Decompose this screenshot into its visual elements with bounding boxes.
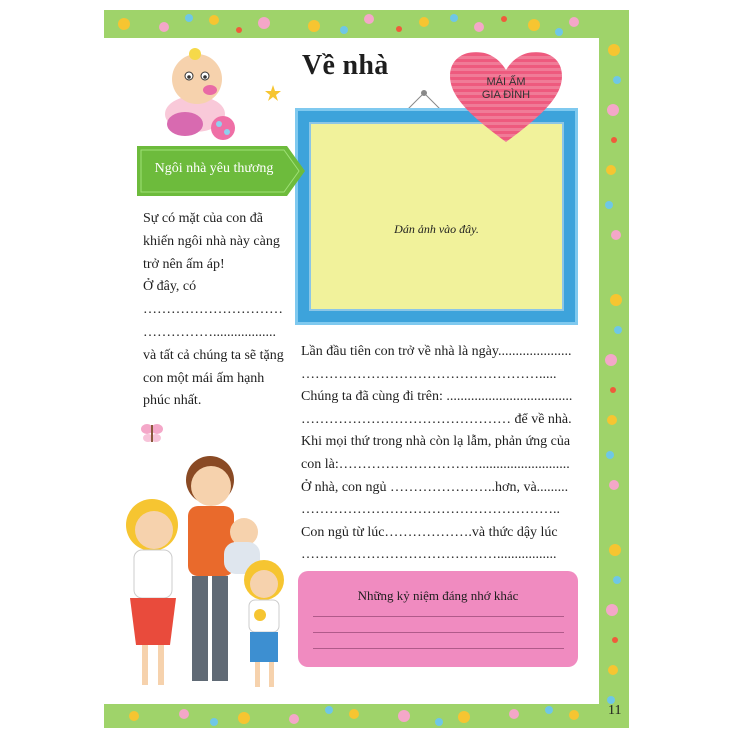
floral-border-bottom xyxy=(104,704,629,728)
floral-border-top xyxy=(104,10,629,38)
page-number: 11 xyxy=(608,703,622,718)
question-line: Khi mọi thứ trong nhà còn lạ lẫm, phản ứng của xyxy=(301,434,571,450)
left-line: Sự có mặt của con đã xyxy=(143,211,263,226)
right-questions xyxy=(301,341,581,567)
question-line[interactable]: Con ngủ từ lúc……………….và thức dậy lúc xyxy=(301,524,558,540)
star-icon xyxy=(265,85,281,101)
question-line[interactable]: ……………………………………………….. xyxy=(301,502,560,518)
photo-placeholder-text: Dán ảnh vào đây. xyxy=(394,222,479,236)
question-line[interactable]: Ở nhà, con ngủ …………………..hơn, và......... xyxy=(301,479,569,495)
question-line[interactable]: Lần đầu tiên con trở về nhà là ngày..................... xyxy=(301,344,572,359)
memory-write-line[interactable] xyxy=(313,616,564,617)
section-banner-label: Ngôi nhà yêu thương xyxy=(154,161,274,176)
memory-write-line[interactable] xyxy=(313,648,564,649)
left-fill-in-line[interactable]: …………….................. xyxy=(143,324,276,340)
left-line: phúc nhất. xyxy=(143,393,202,409)
memory-box[interactable] xyxy=(298,571,578,667)
photo-placeholder-area[interactable] xyxy=(309,122,564,311)
family-illustration xyxy=(112,440,302,695)
page-title: Về nhà xyxy=(302,50,389,81)
heart-label-line-1: MÁI ẤM xyxy=(486,76,526,88)
question-line[interactable]: con là:………………………….......................... xyxy=(301,456,570,472)
question-line[interactable]: ……………………………………................. xyxy=(301,547,557,563)
memory-box-title: Những kỷ niệm đáng nhớ khác xyxy=(357,588,519,603)
left-line: trở nên ấm áp! xyxy=(143,256,225,272)
memory-write-line[interactable] xyxy=(313,632,564,633)
floral-border-right xyxy=(599,10,629,728)
heart-label-line-2: GIA ĐÌNH xyxy=(481,89,531,101)
left-line: khiến ngôi nhà này càng xyxy=(143,233,280,249)
left-line: Ở đây, có xyxy=(143,279,197,295)
heart-label xyxy=(448,76,564,102)
left-fill-in-line[interactable]: ………………………… xyxy=(143,302,283,318)
hanger-nail-icon xyxy=(404,88,444,110)
left-line: và tất cả chúng ta sẽ tặng xyxy=(143,347,284,363)
question-line[interactable]: ……………………………………………..... xyxy=(301,366,557,382)
left-line: con một mái ấm hạnh xyxy=(143,370,265,386)
question-line[interactable]: ……………………………………… để về nhà. xyxy=(301,411,572,427)
baby-illustration xyxy=(155,44,239,142)
question-line[interactable]: Chúng ta đã cùng đi trên: .................................... xyxy=(301,389,573,405)
left-paragraph xyxy=(143,208,293,413)
